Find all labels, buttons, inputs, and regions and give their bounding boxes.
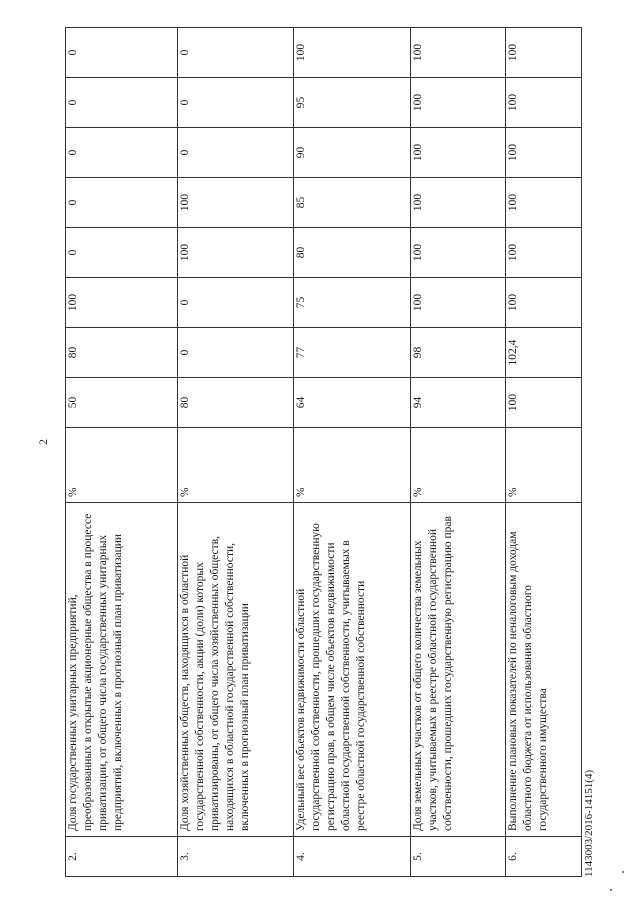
table-row bbox=[294, 28, 411, 877]
value-cell: 100 bbox=[66, 278, 178, 328]
row-number: 3. bbox=[178, 837, 294, 877]
value-cell: 0 bbox=[178, 128, 294, 178]
value-cell: 80 bbox=[66, 328, 178, 378]
value-cell: 100 bbox=[506, 78, 582, 128]
value-cell: 0 bbox=[178, 278, 294, 328]
indicators-table bbox=[65, 27, 582, 877]
table-row bbox=[178, 28, 294, 877]
value-cell: 100 bbox=[411, 78, 506, 128]
value-cell: 0 bbox=[178, 28, 294, 78]
row-number: 5. bbox=[411, 837, 506, 877]
value-cell: 77 bbox=[294, 328, 411, 378]
value-cell: 100 bbox=[506, 28, 582, 78]
value-cell: 100 bbox=[411, 178, 506, 228]
table-row bbox=[411, 28, 506, 877]
row-number: 6. bbox=[506, 837, 582, 877]
indicator-description: Выполнение плановых показателей по неналоговым доходам областного бюджета от использования областного государственного имущества bbox=[506, 503, 582, 837]
value-cell: 102,4 bbox=[506, 328, 582, 378]
row-number: 4. bbox=[294, 837, 411, 877]
value-cell: 0 bbox=[66, 228, 178, 278]
unit-cell: % bbox=[66, 428, 178, 503]
document-footer-code: 1143003/2016-14151(4) bbox=[583, 769, 595, 877]
value-cell: 100 bbox=[506, 228, 582, 278]
value-cell: 100 bbox=[411, 128, 506, 178]
scan-speck bbox=[610, 889, 612, 891]
value-cell: 0 bbox=[66, 178, 178, 228]
value-cell: 0 bbox=[66, 78, 178, 128]
value-cell: 100 bbox=[178, 228, 294, 278]
value-cell: 94 bbox=[411, 378, 506, 428]
value-cell: 0 bbox=[66, 28, 178, 78]
scan-speck bbox=[622, 871, 624, 873]
value-cell: 50 bbox=[66, 378, 178, 428]
value-cell: 100 bbox=[411, 278, 506, 328]
table-row bbox=[66, 28, 178, 877]
value-cell: 64 bbox=[294, 378, 411, 428]
value-cell: 85 bbox=[294, 178, 411, 228]
value-cell: 80 bbox=[294, 228, 411, 278]
value-cell: 75 bbox=[294, 278, 411, 328]
value-cell: 80 bbox=[178, 378, 294, 428]
value-cell: 0 bbox=[66, 128, 178, 178]
value-cell: 100 bbox=[506, 128, 582, 178]
value-cell: 100 bbox=[411, 228, 506, 278]
indicator-description: Доля хозяйственных обществ, находящихся в областной государственной собственности, акции (доли) которых приватизированы, от общего числа хозяйственных обществ, находящихся в областной государственной собственности, включенных в прогнозный план приватизации bbox=[178, 503, 294, 837]
row-number: 2. bbox=[66, 837, 178, 877]
value-cell: 100 bbox=[178, 178, 294, 228]
value-cell: 100 bbox=[294, 28, 411, 78]
unit-cell: % bbox=[178, 428, 294, 503]
unit-cell: % bbox=[506, 428, 582, 503]
value-cell: 0 bbox=[178, 328, 294, 378]
unit-cell: % bbox=[294, 428, 411, 503]
page-number: 2 bbox=[36, 439, 50, 445]
value-cell: 0 bbox=[178, 78, 294, 128]
value-cell: 90 bbox=[294, 128, 411, 178]
indicator-description: Доля государственных унитарных предприятий, преобразованных в открытые акционерные общества в процессе приватизации, от общего числа государственных унитарных предприятий, включенных в прогнозный план приватизации bbox=[66, 503, 178, 837]
value-cell: 100 bbox=[506, 178, 582, 228]
value-cell: 98 bbox=[411, 328, 506, 378]
value-cell: 100 bbox=[411, 28, 506, 78]
value-cell: 95 bbox=[294, 78, 411, 128]
value-cell: 100 bbox=[506, 378, 582, 428]
unit-cell: % bbox=[411, 428, 506, 503]
value-cell: 100 bbox=[506, 278, 582, 328]
table-row bbox=[506, 28, 582, 877]
indicator-description: Доля земельных участков от общего количества земельных участков, учитываемых в реестре областной государственной собственности, прошедших государственную регистрацию прав bbox=[411, 503, 506, 837]
indicator-description: Удельный вес объектов недвижимости областной государственной собственности, прошедших государственную регистрацию прав, в общем числе объектов недвижимости областной государственной собственности, учитываемых в реестре областной государственной собственности bbox=[294, 503, 411, 837]
